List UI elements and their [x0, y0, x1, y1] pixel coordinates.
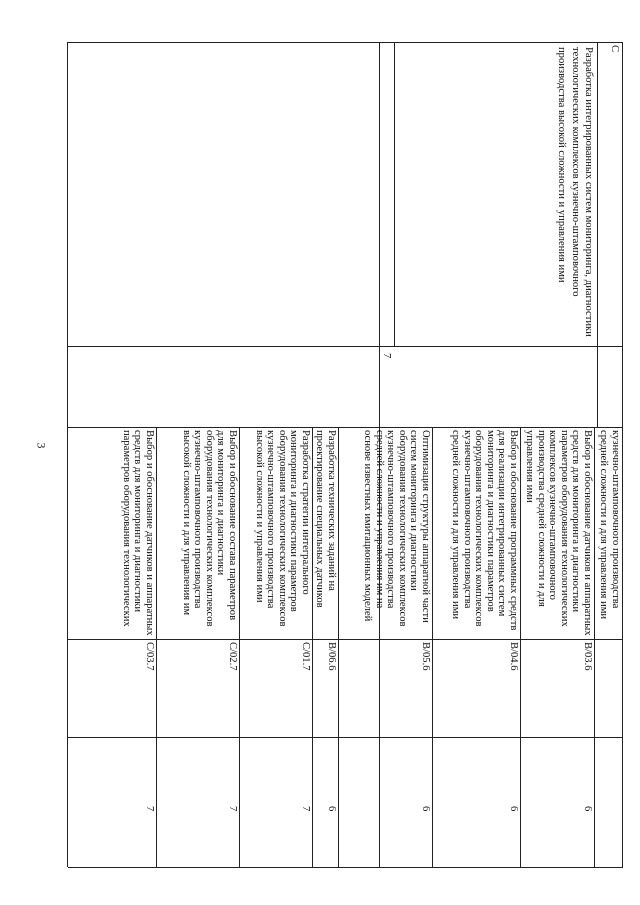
competency-table	[68, 42, 623, 867]
page-number: 3	[34, 442, 49, 449]
row-level: 6	[326, 806, 337, 812]
row-level: 7	[144, 806, 155, 812]
row-code: B/04.6	[508, 642, 519, 671]
rotated-table-wrapper	[68, 42, 623, 867]
row-code: C/01.7	[300, 642, 311, 671]
section-code: C	[609, 45, 620, 53]
row-text: Выбор и обоснование состава параметров для мониторинга и диагностики оборудования технологических комплексов кузнечно-штамповочного производства высокой сложности и для управления им	[180, 430, 238, 627]
row-text: Оптимизация структуры аппаратной части систем мониторинга и диагностики оборудования технологических комплексов кузнечно-штамповочного производства средней сложности и управления им на основе известных имитационных моделей	[362, 430, 431, 627]
row-text: кузнечно-штамповочного производства средней сложности и для управления ими	[598, 430, 621, 620]
row-text: Разработка стратегии интегрального мониторинга и диагностики параметров оборудования технологических комплексов кузнечно-штамповочного производства высокой сложности и управления ими	[253, 430, 311, 627]
row-code: B/03.6	[582, 642, 593, 671]
row-code: C/02.7	[227, 642, 238, 671]
row-level: 6	[582, 806, 593, 812]
grid-line	[597, 42, 598, 427]
row-code: B/06.6	[326, 642, 337, 671]
row-code: C/03.7	[144, 642, 155, 671]
row-level: 6	[508, 806, 519, 812]
grid-line	[68, 42, 623, 43]
row-text: Выбор и обоснование программных средств для реализации интегрированных систем мониторинга и диагностики параметров оборудования технологических комплексов кузнечно-штамповочного производства средней сложности и для управления ими	[450, 430, 519, 631]
row-level: 6	[420, 806, 431, 812]
row-code: B/05.6	[420, 642, 431, 671]
section-title	[349, 42, 379, 346]
grid-line	[68, 737, 623, 738]
row-text: Разработка технических заданий на проектирование специальных датчиков	[314, 430, 337, 608]
section-title-text: Разработка интегрированных систем мониторинга, диагностики технологических комплексов кузнечно-штамповочного производства высокой сложности и управления ими	[556, 47, 594, 337]
row-level: 7	[300, 806, 311, 812]
grid-line	[68, 867, 623, 868]
grid-line	[394, 42, 395, 347]
section-level: 7	[381, 353, 392, 359]
grid-line	[68, 346, 623, 347]
grid-line	[622, 42, 623, 867]
row-text: Выбор и обоснование датчиков и аппаратных средств для мониторинга и диагностики параметров оборудования технологических	[120, 430, 155, 636]
row-text: Выбор и обоснование датчиков и аппаратных средств для мониторинга и диагностики параметров оборудования технологических комплексов кузнечно-штамповочного производства средней сложности и для управления ими	[524, 430, 593, 636]
row-level: 7	[227, 806, 238, 812]
